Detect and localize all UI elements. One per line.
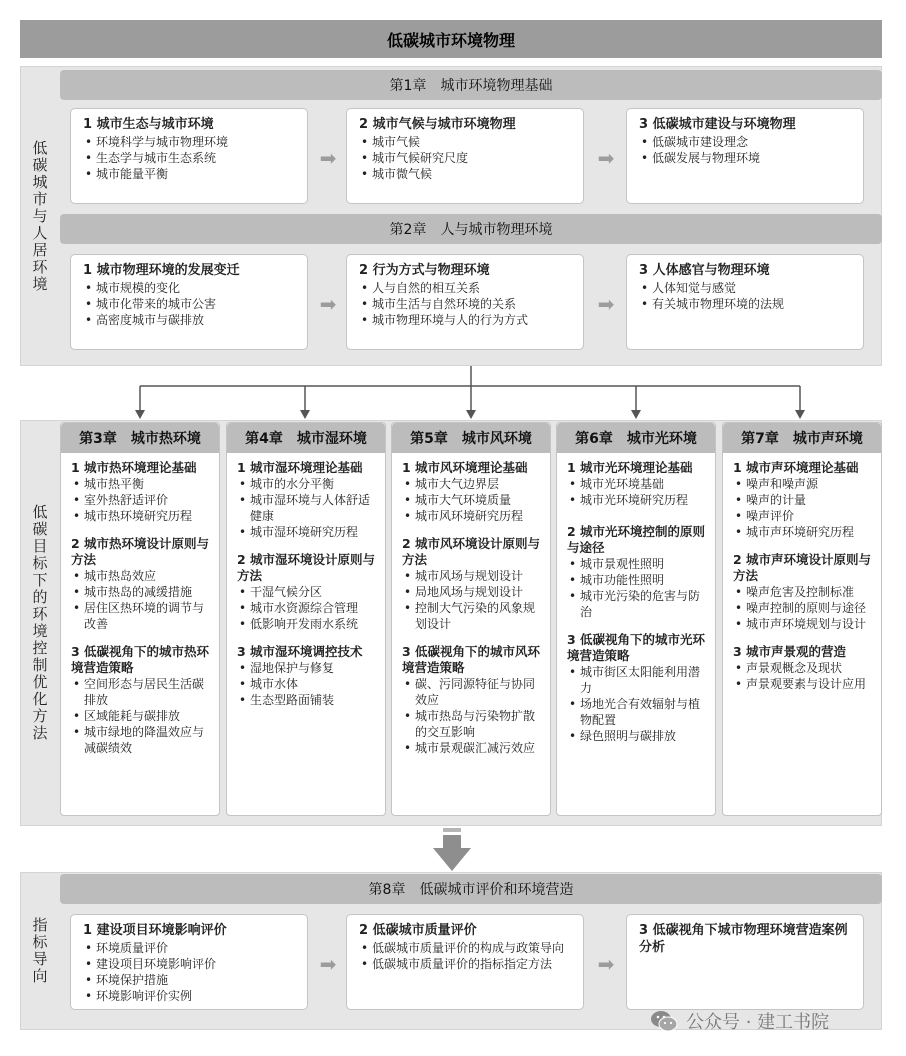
list-item: • 城市功能性照明: [567, 572, 710, 588]
column-section-heading: 1 城市热环境理论基础: [71, 460, 197, 475]
chapter-8-bar: 第8章 低碳城市评价和环境营造: [60, 874, 882, 904]
list-item: • 湿地保护与修复: [237, 660, 380, 676]
list-item: • 城市水资源综合管理: [237, 600, 380, 616]
list-item: • 城市水体: [237, 676, 380, 692]
list-item: • 城市物理环境与人的行为方式: [359, 312, 573, 328]
box-list: [83, 134, 297, 182]
list-item: • 城市热平衡: [71, 476, 214, 492]
right-arrow-icon: ➡: [319, 292, 337, 316]
column-chapter-3: [60, 422, 220, 816]
list-item: • 声景观要素与设计应用: [733, 676, 876, 692]
box-heading: 1 建设项目环境影响评价: [83, 923, 227, 938]
list-item: • 城市微气候: [359, 166, 573, 182]
column-list: [733, 476, 876, 540]
column-chapter-4: [226, 422, 386, 816]
list-item: • 城市街区太阳能利用潜力: [567, 664, 710, 696]
ch2-box-2: [346, 254, 584, 350]
list-item: • 城市湿环境与人体舒适健康: [237, 492, 380, 524]
list-item: • 高密度城市与碳排放: [83, 312, 297, 328]
list-item: • 城市热环境研究历程: [71, 508, 214, 524]
column-list: [567, 476, 710, 508]
list-item: • 人体知觉与感觉: [639, 280, 853, 296]
right-arrow-icon: ➡: [597, 952, 615, 976]
right-arrow-icon: ➡: [597, 292, 615, 316]
list-item: • 室外热舒适评价: [71, 492, 214, 508]
list-item: • 低碳城市质量评价的指标指定方法: [359, 956, 573, 972]
column-list: [567, 556, 710, 620]
column-list: [71, 568, 214, 632]
list-item: • 低碳城市建设理念: [639, 134, 853, 150]
box-heading: 2 城市气候与城市环境物理: [359, 117, 516, 132]
watermark: [650, 1004, 882, 1038]
list-item: • 城市风环境研究历程: [402, 508, 545, 524]
list-item: • 低碳发展与物理环境: [639, 150, 853, 166]
list-item: • 城市绿地的降温效应与减碳绩效: [71, 724, 214, 756]
box-heading: 3 人体感官与物理环境: [639, 263, 770, 278]
column-section-heading: 3 低碳视角下的城市风环境营造策略: [402, 644, 541, 675]
box-heading: 1 城市生态与城市环境: [83, 117, 214, 132]
list-item: • 城市的水分平衡: [237, 476, 380, 492]
box-list: [83, 940, 297, 1004]
ch2-box-3: [626, 254, 864, 350]
list-item: • 噪声和噪声源: [733, 476, 876, 492]
list-item: • 城市大气边界层: [402, 476, 545, 492]
watermark-text: 公众号 · 建工书院: [686, 1012, 830, 1033]
column-section-heading: 1 城市湿环境理论基础: [237, 460, 363, 475]
list-item: • 建设项目环境影响评价: [83, 956, 297, 972]
list-item: • 绿色照明与碳排放: [567, 728, 710, 744]
list-item: • 城市热岛的减缓措施: [71, 584, 214, 600]
ch8-box-1: [70, 914, 308, 1010]
box-heading: 1 城市物理环境的发展变迁: [83, 263, 240, 278]
column-header: 第4章 城市湿环境: [227, 423, 385, 453]
box-list: [359, 940, 573, 972]
column-chapter-5: [391, 422, 551, 816]
column-list: [567, 664, 710, 744]
list-item: • 噪声评价: [733, 508, 876, 524]
box-list: [639, 280, 853, 312]
column-list: [402, 476, 545, 524]
list-item: • 声景观概念及现状: [733, 660, 876, 676]
column-header: 第3章 城市热环境: [61, 423, 219, 453]
list-item: • 有关城市物理环境的法规: [639, 296, 853, 312]
column-section-heading: 3 低碳视角下的城市光环境营造策略: [567, 632, 706, 663]
column-list: [733, 660, 876, 692]
list-item: • 环境科学与城市物理环境: [83, 134, 297, 150]
box-list: [639, 134, 853, 166]
right-arrow-icon: ➡: [319, 952, 337, 976]
list-item: • 局地风场与规划设计: [402, 584, 545, 600]
list-item: • 城市光环境研究历程: [567, 492, 710, 508]
column-list: [402, 676, 545, 756]
box-heading: 2 行为方式与物理环境: [359, 263, 490, 278]
column-header: 第7章 城市声环境: [723, 423, 881, 453]
list-item: • 城市生活与自然环境的关系: [359, 296, 573, 312]
box-list: [359, 134, 573, 182]
side-label-1: 低碳城市与人居环境: [30, 139, 49, 293]
list-item: • 噪声危害及控制标准: [733, 584, 876, 600]
column-list: [237, 476, 380, 540]
list-item: • 环境影响评价实例: [83, 988, 297, 1004]
list-item: • 城市景观碳汇减污效应: [402, 740, 545, 756]
list-item: • 噪声的计量: [733, 492, 876, 508]
down-arrow-icon: [431, 828, 473, 872]
column-section-heading: 3 低碳视角下的城市热环境营造策略: [71, 644, 210, 675]
ch8-box-2: [346, 914, 584, 1010]
ch8-box-3: [626, 914, 864, 1010]
right-arrow-icon: ➡: [597, 146, 615, 170]
list-item: • 城市声环境研究历程: [733, 524, 876, 540]
list-item: • 城市光污染的危害与防治: [567, 588, 710, 620]
list-item: • 城市景观性照明: [567, 556, 710, 572]
list-item: • 城市风场与规划设计: [402, 568, 545, 584]
list-item: • 城市大气环境质量: [402, 492, 545, 508]
diagram-title: 低碳城市环境物理: [20, 20, 882, 58]
list-item: • 环境保护措施: [83, 972, 297, 988]
chapter-1-bar: 第1章 城市环境物理基础: [60, 70, 882, 100]
column-list: [733, 584, 876, 632]
column-section-heading: 2 城市热环境设计原则与方法: [71, 536, 210, 567]
box-heading: 3 低碳视角下城市物理环境营造案例分析: [639, 923, 848, 955]
list-item: • 空间形态与居民生活碳排放: [71, 676, 214, 708]
list-item: • 城市规模的变化: [83, 280, 297, 296]
list-item: • 城市热岛与污染物扩散的交互影响: [402, 708, 545, 740]
ch1-box-2: [346, 108, 584, 204]
list-item: • 城市气候研究尺度: [359, 150, 573, 166]
column-section-heading: 2 城市风环境设计原则与方法: [402, 536, 541, 567]
column-section-heading: 2 城市声环境设计原则与方法: [733, 552, 872, 583]
list-item: • 干湿气候分区: [237, 584, 380, 600]
side-label-2: 低碳目标下的环境控制优化方法: [30, 504, 49, 742]
list-item: • 城市能量平衡: [83, 166, 297, 182]
list-item: • 城市光环境基础: [567, 476, 710, 492]
side-label-3: 指标导向: [30, 917, 49, 985]
list-item: • 低碳城市质量评价的构成与政策导向: [359, 940, 573, 956]
list-item: • 城市湿环境研究历程: [237, 524, 380, 540]
column-chapter-6: [556, 422, 716, 816]
list-item: • 场地光合有效辐射与植物配置: [567, 696, 710, 728]
list-item: • 环境质量评价: [83, 940, 297, 956]
list-item: • 城市化带来的城市公害: [83, 296, 297, 312]
column-section-heading: 2 城市光环境控制的原则与途径: [567, 524, 706, 555]
column-section-heading: 1 城市声环境理论基础: [733, 460, 859, 475]
column-header: 第6章 城市光环境: [557, 423, 715, 453]
list-item: • 人与自然的相互关系: [359, 280, 573, 296]
box-heading: 3 低碳城市建设与环境物理: [639, 117, 796, 132]
chapter-2-bar: 第2章 人与城市物理环境: [60, 214, 882, 244]
column-section-heading: 3 城市声景观的营造: [733, 644, 847, 659]
list-item: • 低影响开发雨水系统: [237, 616, 380, 632]
column-section-heading: 1 城市光环境理论基础: [567, 460, 693, 475]
list-item: • 区域能耗与碳排放: [71, 708, 214, 724]
column-section-heading: 2 城市湿环境设计原则与方法: [237, 552, 376, 583]
list-item: • 城市气候: [359, 134, 573, 150]
list-item: • 生态型路面铺装: [237, 692, 380, 708]
list-item: • 城市声环境规划与设计: [733, 616, 876, 632]
column-list: [402, 568, 545, 632]
list-item: • 居住区热环境的调节与改善: [71, 600, 214, 632]
column-list: [71, 476, 214, 524]
right-arrow-icon: ➡: [319, 146, 337, 170]
column-list: [237, 660, 380, 708]
column-section-heading: 1 城市风环境理论基础: [402, 460, 528, 475]
column-list: [71, 676, 214, 756]
box-list: [359, 280, 573, 328]
list-item: • 噪声控制的原则与途径: [733, 600, 876, 616]
wechat-icon: [650, 1009, 678, 1033]
column-header: 第5章 城市风环境: [392, 423, 550, 453]
list-item: • 生态学与城市生态系统: [83, 150, 297, 166]
list-item: • 碳、污同源特征与协同效应: [402, 676, 545, 708]
list-item: • 城市热岛效应: [71, 568, 214, 584]
box-list: [83, 280, 297, 328]
column-chapter-7: [722, 422, 882, 816]
ch1-box-3: [626, 108, 864, 204]
column-section-heading: 3 城市湿环境调控技术: [237, 644, 363, 659]
branch-connector: [0, 366, 906, 420]
list-item: • 控制大气污染的风象规划设计: [402, 600, 545, 632]
ch1-box-1: [70, 108, 308, 204]
column-list: [237, 584, 380, 632]
box-heading: 2 低碳城市质量评价: [359, 923, 477, 938]
ch2-box-1: [70, 254, 308, 350]
